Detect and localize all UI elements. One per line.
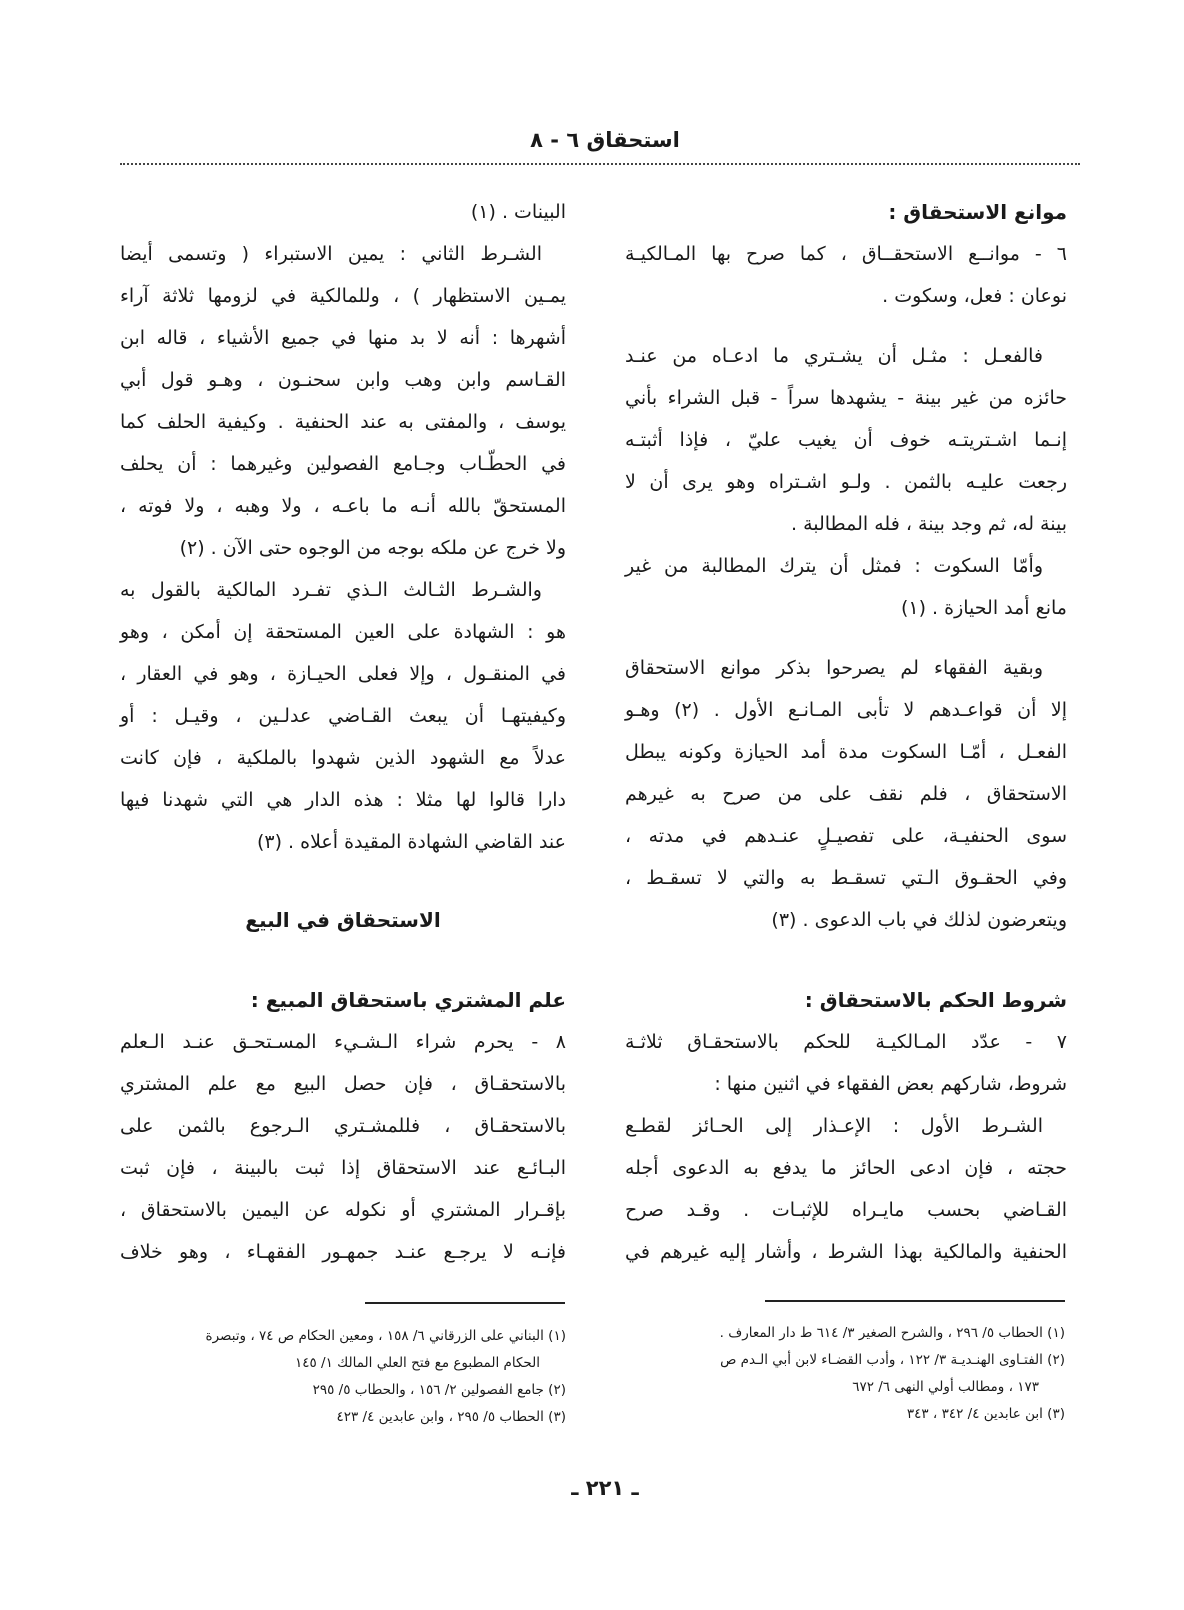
running-header: استحقاق ٦ - ٨ <box>530 128 680 152</box>
text-line: الشـرط الأول : الإعـذار إلى الحـائز لقطـع <box>625 1115 1043 1137</box>
footnote: (١) البناني على الزرقاني ٦/ ١٥٨ ، ومعين الحكام ص ٧٤ ، وتبصرة <box>205 1328 566 1344</box>
page-number: ـ ٢٢١ ـ <box>571 1476 639 1500</box>
text-line: هو : الشهادة على العين المستحقة إن أمكن ، وهو <box>120 621 566 643</box>
section-title: الاستحقاق في البيع <box>245 908 441 932</box>
text-line: ٦ - موانــع الاستحقــاق ، كما صرح بها المـالكيـة <box>625 243 1067 265</box>
text-line: المستحقّ بالله أنـه ما باعـه ، ولا وهبه ، ولا فوته ، <box>120 495 566 517</box>
text-line: مانع أمد الحيازة . (١) <box>900 597 1067 619</box>
text-line: رجعت عليـه بالثمن . ولـو اشـتراه وهو يرى أن لا <box>625 471 1067 493</box>
footnote: (١) الحطاب ٥/ ٢٩٦ ، والشرح الصغير ٣/ ٦١٤ ط دار المعارف . <box>719 1325 1065 1341</box>
text-line: البينات . (١) <box>470 201 566 223</box>
text-line: ٨ - يحرم شراء الـشـيء المسـتحـق عنـد الـعلم <box>120 1031 566 1053</box>
text-line: حائزه من غير بينة - يشهدها سراً - قبل الشراء بأني <box>625 387 1067 409</box>
paragraph-8 <box>120 1021 566 1273</box>
text-line: ٧ - عدّد المـالكيـة للحكم بالاستحقـاق ثلاثـة <box>625 1031 1067 1053</box>
paragraph-shart-1 <box>625 1105 1067 1273</box>
left-column <box>120 191 566 1273</box>
text-line: إلا أن قواعـدهم لا تأبى المـانـع الأول . (٢) وهـو <box>625 699 1068 721</box>
text-line: عند القاضي الشهادة المقيدة أعلاه . (٣) <box>256 831 566 853</box>
paragraph-bayyinat <box>120 191 566 233</box>
text-line: يوسف ، والمفتى به عند الحنفية . وكيفية الحلف كما <box>120 411 566 433</box>
footnote: (٢) الفتـاوى الهنـديـة ٣/ ١٢٢ ، وأدب القضـاء لابن أبي الـدم ص <box>720 1352 1065 1368</box>
paragraph-7 <box>625 1021 1067 1105</box>
footnote-rule-left <box>365 1302 565 1304</box>
text-line: ولا خرج عن ملكه بوجه من الوجوه حتى الآن . (٢) <box>179 537 566 559</box>
text-line: الشـرط الثاني : يمين الاستبراء ( وتسمى أيضا <box>120 243 542 265</box>
text-line: أشهرها : أنه لا بد منها في جميع الأشياء ، قاله ابن <box>120 327 566 349</box>
paragraph-6 <box>625 233 1067 317</box>
text-line: وفي الحقـوق الـتي تسقـط به والتي لا تسقـط ، <box>625 867 1067 889</box>
text-line: عدلاً مع الشهود الذين شهدوا بالملكية ، فإن كانت <box>120 747 566 769</box>
text-line: فإنـه لا يرجـع عنـد جمهـور الفقهـاء ، وهو خلاف <box>120 1241 566 1263</box>
header-dotted-divider <box>120 163 1080 165</box>
footnote-rule-right <box>765 1300 1065 1302</box>
paragraph-shart-2 <box>120 233 566 569</box>
text-line: وكيفيتهـا أن يبعث القـاضي عدلـين ، وقيـل : أو <box>120 705 566 727</box>
text-line: القـاضي بحسب مايـراه للإثبـات . وقـد صرح <box>625 1199 1067 1221</box>
footnote: (٣) ابن عابدين ٤/ ٣٤٢ ، ٣٤٣ <box>906 1406 1065 1422</box>
text-line: بالاستحقـاق ، فإن حصل البيع مع علم المشتري <box>120 1073 566 1095</box>
footnotes-right <box>625 1320 1065 1428</box>
text-line: إنـما اشـتريتـه خوف أن يغيب عليّ ، فإذا أثبتـه <box>625 429 1067 451</box>
text-line: يمـين الاستظهار ) ، وللمالكية في لزومها ثلاثة آراء <box>120 285 566 307</box>
text-line: حجته ، فإن ادعى الحائز ما يدفع به الدعوى أجله <box>625 1157 1067 1179</box>
text-line: فالفعـل : مثـل أن يشـتري ما ادعـاه من عنـد <box>625 345 1043 367</box>
text-line: بالاستحقـاق ، فللمشـتري الـرجوع بالثمن على <box>120 1115 566 1137</box>
text-line: نوعان : فعل، وسكوت . <box>882 285 1067 307</box>
text-line: في الحطّـاب وجـامع الفصولين وغيرهما : أن يحلف <box>120 453 566 475</box>
text-line: والشـرط الثـالث الـذي تفـرد المالكية بالقول به <box>120 579 542 601</box>
text-line: بإقـرار المشتري أو نكوله عن اليمين بالاستحقاق ، <box>120 1199 566 1221</box>
text-line: الحنفية والمالكية بهذا الشرط ، وأشار إليه غيرهم في <box>625 1241 1067 1263</box>
paragraph-sukut <box>625 545 1067 629</box>
text-line: وأمّا السكوت : فمثل أن يترك المطالبة من غير <box>625 555 1043 577</box>
text-line: شروط، شاركهم بعض الفقهاء في اثنين منها : <box>714 1073 1067 1095</box>
footnote: الحكام المطبوع مع فتح العلي المالك ١/ ١٤٥ <box>294 1355 540 1371</box>
footnote: (٢) جامع الفصولين ٢/ ١٥٦ ، والحطاب ٥/ ٢٩٥ <box>312 1382 566 1398</box>
text-line: القـاسم وابن وهب وابن سحنـون ، وهـو قول أبي <box>120 369 566 391</box>
heading-shurut: شروط الحكم بالاستحقاق : <box>804 988 1067 1012</box>
footnote: (٣) الحطاب ٥/ ٢٩٥ ، وابن عابدين ٤/ ٤٢٣ <box>336 1409 566 1425</box>
paragraph-shart-3 <box>120 569 566 863</box>
paragraph-baqiya <box>625 647 1067 941</box>
right-column <box>625 191 1067 1273</box>
text-line: البـائـع عند الاستحقاق إذا ثبت بالبينة ، فإن ثبت <box>120 1157 566 1179</box>
text-line: ويتعرضون لذلك في باب الدعوى . (٣) <box>771 909 1067 931</box>
paragraph-fiil <box>625 335 1067 545</box>
text-line: دارا قالوا لها مثلا : هذه الدار هي التي شهدنا فيها <box>120 789 566 811</box>
text-line: الاستحقاق ، فلم نقف على من صرح به غيرهم <box>625 783 1067 805</box>
footnotes-left <box>120 1323 566 1431</box>
heading-ilm-almushtari: علم المشتري باستحقاق المبيع : <box>250 988 566 1012</box>
footnote: ١٧٣ ، ومطالب أولي النهى ٦/ ٦٧٢ <box>852 1379 1039 1395</box>
text-line: وبقية الفقهاء لم يصرحوا بذكر موانع الاستحقاق <box>625 657 1043 679</box>
heading-mawani: موانع الاستحقاق : <box>888 200 1067 224</box>
text-line: سوى الحنفيـة، على تفصيـلٍ عنـدهم في مدته ، <box>625 825 1067 847</box>
text-line: في المنقـول ، وإلا فعلى الحيـازة ، وهو في العقار ، <box>120 663 566 685</box>
text-line: الفعـل ، أمّـا السكوت مدة أمد الحيازة وكونه يبطل <box>625 741 1067 763</box>
text-line: بينة له، ثم وجد بينة ، فله المطالبة . <box>790 513 1067 535</box>
